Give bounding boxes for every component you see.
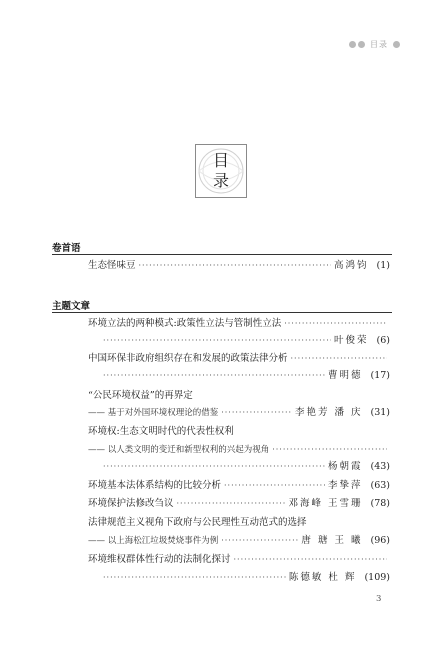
toc-entry[interactable] bbox=[88, 553, 390, 567]
dot-leader bbox=[221, 534, 298, 548]
toc-entry-continuation bbox=[88, 406, 390, 420]
toc-entry[interactable] bbox=[88, 317, 390, 331]
toc-entry[interactable] bbox=[88, 516, 390, 530]
dot-leader bbox=[221, 406, 292, 420]
entry-author: 高鸿钧 bbox=[334, 260, 369, 271]
toc-entry[interactable] bbox=[88, 352, 390, 366]
dot-leader bbox=[291, 352, 387, 366]
entry-subtitle: —— 以上海松江垃圾焚烧事件为例 bbox=[88, 536, 219, 546]
entry-subtitle: —— 以人类文明的变迁和新型权利的兴起为视角 bbox=[88, 445, 270, 455]
entry-title: 环境权:生态文明时代的代表性权利 bbox=[88, 426, 234, 437]
toc-entry[interactable] bbox=[88, 389, 390, 403]
toc-entry-continuation bbox=[88, 443, 390, 457]
entry-title: “公民环境权益”的再界定 bbox=[88, 390, 193, 401]
entry-title: 环境维权群体性行动的法制化探讨 bbox=[88, 554, 231, 565]
toc-entry-continuation bbox=[88, 534, 390, 548]
dot-icon bbox=[358, 41, 365, 48]
toc-entry[interactable] bbox=[88, 479, 390, 493]
dot-icon bbox=[393, 41, 400, 48]
section-rule bbox=[52, 312, 392, 313]
running-title: 目录 bbox=[370, 39, 388, 49]
entry-author: 李艳芳 潘 庆 bbox=[294, 407, 363, 418]
entry-page: (31) bbox=[370, 407, 390, 418]
running-header bbox=[336, 38, 400, 50]
entry-title: 环境立法的两种模式:政策性立法与管制性立法 bbox=[88, 318, 282, 329]
toc-entry[interactable] bbox=[88, 259, 390, 273]
entry-author: 叶俊荣 bbox=[334, 335, 369, 346]
toc-entry[interactable] bbox=[88, 497, 390, 511]
dot-leader bbox=[177, 497, 286, 511]
dot-leader bbox=[103, 460, 325, 474]
entry-page: (17) bbox=[370, 370, 390, 381]
entry-page: (6) bbox=[376, 335, 390, 346]
dot-leader bbox=[224, 479, 325, 493]
entry-subtitle: —— 基于对外国环境权理论的借鉴 bbox=[88, 408, 219, 418]
entry-title: 环境保护法修改刍议 bbox=[88, 498, 174, 509]
toc-entry[interactable] bbox=[88, 425, 390, 439]
entry-page: (109) bbox=[364, 572, 390, 583]
entry-page: (63) bbox=[370, 480, 390, 491]
entry-author: 曹明德 bbox=[327, 370, 363, 381]
entry-page: (96) bbox=[370, 535, 390, 546]
section-title: 卷首语 bbox=[52, 243, 81, 254]
entry-title: 法律规范主义视角下政府与公民理性互动范式的选择 bbox=[88, 517, 307, 528]
emblem-char-2: 录 bbox=[212, 171, 229, 190]
dot-leader bbox=[234, 553, 387, 567]
toc-entry-continuation bbox=[100, 460, 390, 474]
toc-entry-continuation bbox=[100, 334, 390, 348]
toc-entry-continuation bbox=[100, 571, 390, 585]
entry-author: 陈德敏 杜 辉 bbox=[288, 572, 357, 583]
entry-author: 唐 瑭 王 曦 bbox=[301, 535, 363, 546]
entry-page: (1) bbox=[376, 260, 390, 271]
entry-author: 杨朝霞 bbox=[327, 461, 363, 472]
entry-author: 邓海峰 王雪珊 bbox=[288, 498, 363, 509]
emblem-char-1: 目 bbox=[212, 151, 229, 170]
dot-leader bbox=[284, 317, 387, 331]
dot-leader bbox=[272, 443, 387, 457]
toc-entry-continuation bbox=[100, 369, 390, 383]
entry-page: (78) bbox=[370, 498, 390, 509]
entry-title: 环境基本法体系结构的比较分析 bbox=[88, 480, 222, 491]
entry-title: 生态怪味豆 bbox=[88, 260, 136, 271]
toc-emblem bbox=[195, 144, 247, 198]
dot-leader bbox=[139, 259, 332, 273]
dot-icon bbox=[349, 41, 356, 48]
entry-author: 李挚萍 bbox=[327, 480, 363, 491]
section-title: 主题文章 bbox=[52, 301, 91, 312]
entry-title: 中国环保非政府组织存在和发展的政策法律分析 bbox=[88, 353, 288, 364]
dot-leader bbox=[103, 334, 331, 348]
dot-leader bbox=[103, 369, 325, 383]
page-number: 3 bbox=[376, 594, 382, 604]
entry-page: (43) bbox=[370, 461, 390, 472]
dot-leader bbox=[103, 571, 286, 585]
section-rule bbox=[52, 254, 392, 255]
